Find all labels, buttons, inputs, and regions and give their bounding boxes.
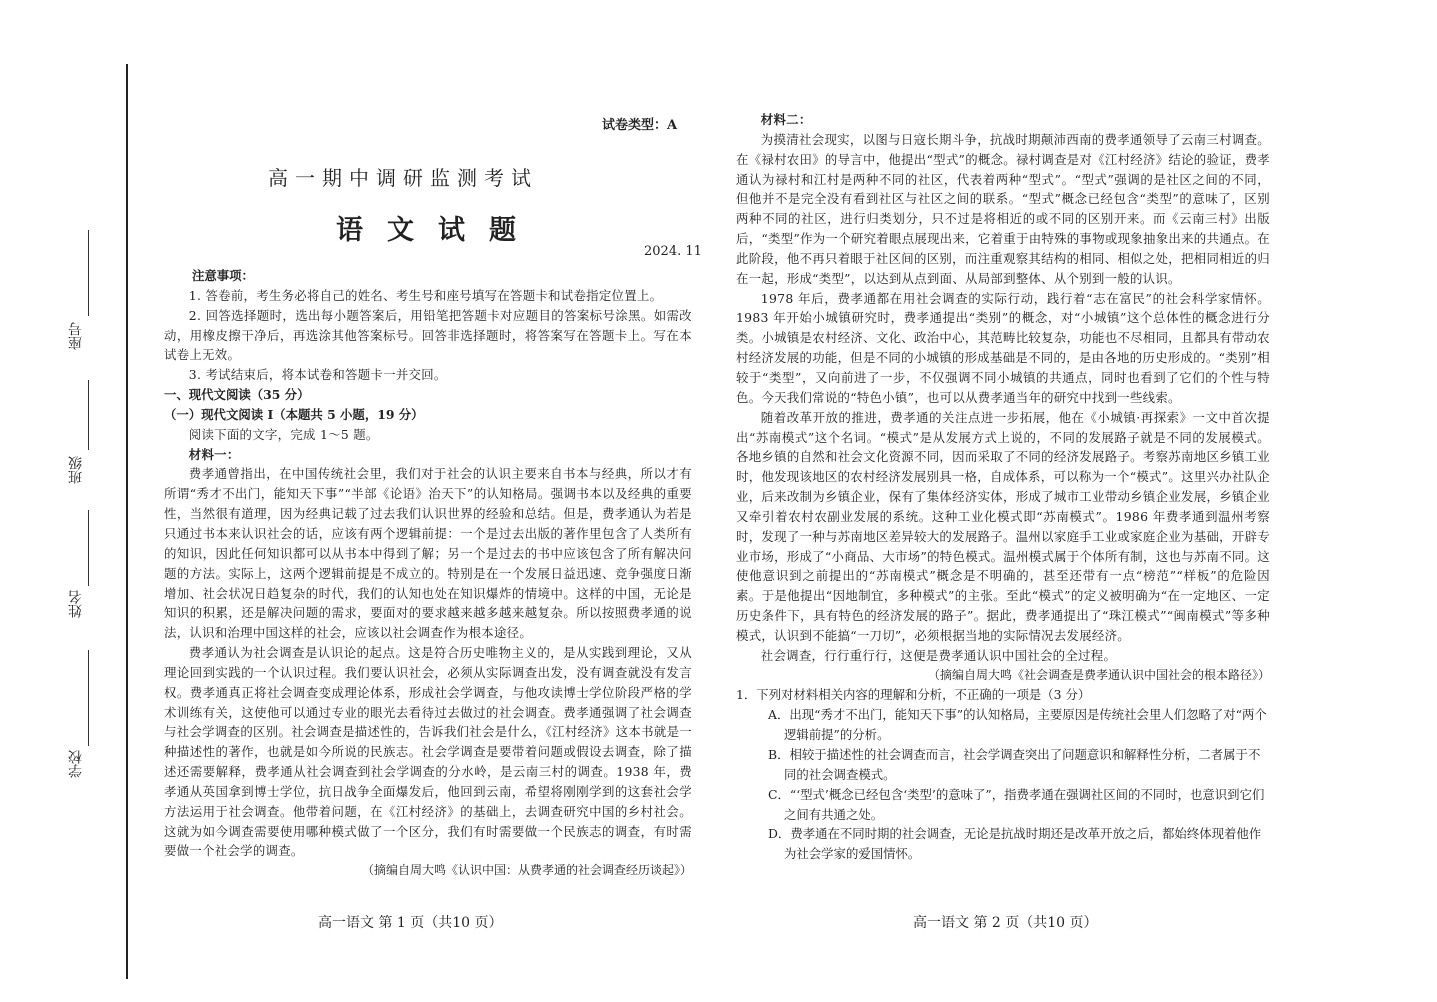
subject-title: 语文试题 (336, 215, 540, 246)
page-1-body (164, 266, 692, 881)
question-1-option-b: B．相较于描述性的社会调查而言，社会学调查突出了问题意识和解释性分析，二者属于不同的社会调查模式。 (768, 747, 1261, 782)
page-1-footer: 高一语文 第 1 页（共10 页） (318, 915, 503, 931)
name-field[interactable] (58, 500, 98, 640)
binding-margin (58, 230, 118, 790)
notice-title: 注意事项： (192, 268, 254, 283)
material-2-paragraph: 为摸清社会现实，以图与日寇长期斗争，抗战时期颠沛西南的费孝通领导了云南三村调查。在《禄村农田》的导言中，他提出“型式”的概念。禄村调查是对《江村经济》结论的验证，费孝通认为禄村和江村是两种不同的社区，代表着两种“型式”。“型式”强调的是社区之间的不同，但他并不是完全没有看到社区与社区之间的联系。“型式”概念已经包含“类型”的意味了，区别两种不同的社区，进行归类划分，只不过是将相近的或不同的区别开来。而《云南三村》出版后，“类型”作为一个研究着眼点展现出来，它着重于由特殊的事物或现象抽象出来的共通点。在此阶段，他不再只着眼于社区间的区别，而注重观察其结构的相同、相似之处，把相同相近的归在一起，形成“类型”，以达到从点到面、从局部到整体、从个别到一般的认识。 (736, 131, 1270, 286)
material-2-paragraph: 随着改革开放的推进，费孝通的关注点进一步拓展，他在《小城镇·再探索》一文中首次提出“苏南模式”这个名词。“模式”是从发展方式上说的，不同的发展路子就是不同的发展模式。各地乡镇的自然和社会文化资源不同，因而采取了不同的经济发展路子。考察苏南地区乡镇工业时，他发现该地区的农村经济发展别具一格，自成体系，可以称为一个“模式”。这里兴办社队企业，后来改制为乡镇企业，保有了集体经济实体，形成了城市工业带动乡镇企业发展，乡镇企业又牵引着农村农副业发展的系统。这种工业化模式即“苏南模式”。1986 年费孝通到温州考察时，发现了一种与苏南地区差异较大的发展路子。温州以家庭手工业或家庭企业为基础，开辟专业市场，形成了“小商品、大市场”的特色模式。温州模式属于个体所有制，这也与苏南不同。这使他意识到之前提出的“苏南模式”概念是不明确的，甚至还带有一点“榜范”“样板”的危险因素。于是他提出“因地制宜，多种模式”的主张。至此“模式”的定义被明确为“在一定地区、一定历史条件下，具有特色的经济发展的路子”。据此，费孝通提出了“珠江模式”“闽南模式”等多种模式，认识到不能搞“一刀切”，必须根据当地的实际情况去发展经济。 (736, 409, 1270, 643)
school-line (88, 650, 89, 746)
material-2-label: 材料二： (760, 112, 812, 127)
question-1-option-d: D．费孝通在不同时期的社会调查，无论是抗战时期还是改革开放之后，都始终体现着他作为社会学家的爱国情怀。 (768, 826, 1262, 862)
reading-instruction: 阅读下面的文字，完成 1～5 题。 (188, 426, 379, 442)
page-2-footer: 高一语文 第 2 页（共10 页） (913, 915, 1098, 931)
side-label-class: 班级 (68, 456, 84, 484)
seat-number-line (88, 230, 89, 316)
material-1-paragraph: 费孝通认为社会调查是认识论的起点。这是符合历史唯物主义的，是从实践到理论，又从理论回到实践的一个认识过程。我们要认识社会，必须从实际调查出发，没有调查就没有发言权。费孝通真正将社会调查变成理论体系，形成社会学调查，与他攻读博士学位阶段严格的学术训练有关，这使他可以通过专业的眼光去看待过去做过的社会调查。费孝通强调了社会调查与社会学调查的区别。社会调查是描述性的，告诉我们社会是什么，《江村经济》这本书就是一种描述性的著作，也就是如今所说的民族志。社会学调查是要带着问题或假设去调查，除了描述还需要解释，费孝通从社会调查到社会学调查的分水岭，是云南三村的调查。1938 年，费孝通从英国拿到博士学位，抗日战争全面爆发后，他回到云南，希望将刚刚学到的这套社会学方法运用于社会调查。他带着问题，在《江村经济》的基础上，去调查研究中国的乡村社会。这就为如今调查需要使用哪种模式做了一个区分，我们有时需要做一个民族志的调查，有时需要做一个社会学的调查。 (164, 645, 692, 859)
seat-number-field[interactable] (58, 230, 98, 370)
material-1-source: （摘编自周大鸣《认识中国：从费孝通的社会调查经历谈起》） (361, 863, 692, 878)
side-label-name: 姓名 (68, 590, 84, 618)
subsection-heading: （一）现代文阅读 I（本题共 5 小题，19 分） (164, 406, 424, 422)
notice-item-2: 2. 回答选择题时，选出每小题答案后，用铅笔把答题卡对应题目的答案标号涂黑。如需改动，用橡皮擦干净后，再选涂其他答案标号。回答非选择题时，将答案写在答题卡上。写在本试卷上无效。 (164, 307, 692, 363)
side-label-school: 学校 (68, 750, 84, 778)
question-1-stem: 1．下列对材料相关内容的理解和分析，不正确的一项是（3 分） (736, 687, 1091, 703)
question-1-option-c: C．“‘型式’概念已经包含‘类型’的意味了”，指费孝通在强调社区间的不同时，也意识到它们之间有共通之处。 (768, 786, 1265, 822)
exam-type: 试卷类型：A (602, 118, 678, 133)
notice-item-3: 3. 考试结束后，将本试卷和答题卡一并交回。 (188, 367, 447, 383)
class-line (88, 380, 89, 450)
exam-name: 高一期中调研监测考试 (268, 166, 538, 190)
material-2-paragraph: 社会调查，行行重行行，这便是费孝通认识中国社会的全过程。 (760, 647, 1117, 663)
class-field[interactable] (58, 360, 98, 500)
page-2-body (736, 110, 1270, 864)
question-1-option-a: A．出现“秀才不出门，能知天下事”的认知格局，主要原因是传统社会里人们忽略了对“两个逻辑前提”的分析。 (768, 707, 1267, 743)
material-2-source: （摘编自周大鸣《社会调查是费孝通认识中国社会的根本路径》） (927, 667, 1270, 682)
name-line (88, 510, 89, 586)
notice-item-1: 1. 答卷前，考生务必将自己的姓名、考生号和座号填写在答题卡和试卷指定位置上。 (188, 287, 663, 303)
side-label-seat: 座号 (68, 322, 84, 350)
exam-date: 2024. 11 (644, 244, 702, 259)
material-1-paragraph: 费孝通曾指出，在中国传统社会里，我们对于社会的认识主要来自书本与经典，所以才有所谓“秀才不出门，能知天下事”“半部《论语》治天下”的认知格局。强调书本以及经典的重要性，当然很有道理，因为经典记载了过去我们认识世界的经验和总结。但是，费孝通认为若是只通过书本来认识社会的话，应该有两个逻辑前提：一个是过去出版的著作里包含了人类所有的知识，因此任何知识都可以从书本中得到了解；另一个是过去的书中应该包含了所有解决问题的方法。实际上，这两个逻辑前提是不成立的。特别是在一个发展日益迅速、竞争强度日渐增加、社会状况日趋复杂的时代，我们的认知也处在知识爆炸的情境中。这样的中国，无论是知识的积累，还是解决问题的需求，要面对的要求越来越多越来越复杂。所以按照费孝通的说法，认识和治理中国这样的社会，应该以社会调查作为根本途径。 (164, 466, 692, 641)
material-1-label: 材料一： (188, 446, 240, 462)
binding-line (126, 64, 128, 979)
school-field[interactable] (58, 640, 98, 790)
material-2-paragraph: 1978 年后，费孝通都在用社会调查的实际行动，践行着“志在富民”的社会科学家情怀。1983 年开始小城镇研究时，费孝通提出“类别”的概念，对“小城镇”这个总体性的概念进行分类。小城镇是农村经济、文化、政治中心，其范畴比较复杂，功能也不尽相同，且都具有带动农村经济发展的功能，但是不同的小城镇的形成基础是不同的，是由各地的历史形成的。“类别”相较于“类型”，又向前进了一步，不仅强调不同小城镇的共通点，同时也看到了它们的个性与特色。今天我们常说的“特色小镇”，也可以从费孝通当年的研究中找到一些线索。 (736, 290, 1270, 405)
section-heading: 一、现代文阅读（35 分） (164, 387, 310, 403)
